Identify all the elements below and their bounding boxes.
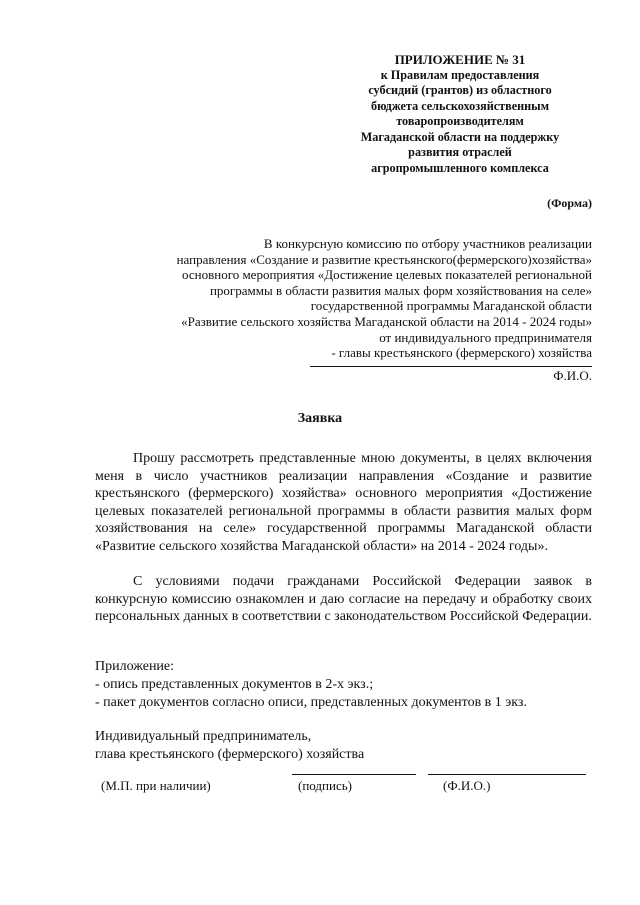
attachment-item: - пакет документов согласно описи, представленных документов в 1 экз. bbox=[95, 695, 527, 710]
signer-block bbox=[95, 728, 364, 764]
appendix-line: развития отраслей bbox=[408, 145, 512, 159]
appendix-header bbox=[330, 52, 590, 176]
fio-signature-line bbox=[428, 774, 586, 775]
appendix-line: к Правилам предоставления bbox=[380, 67, 540, 82]
attachments-block bbox=[95, 658, 527, 712]
signer-line-2: глава крестьянского (фермерского) хозяйства bbox=[95, 747, 365, 762]
fio-caption: (Ф.И.О.) bbox=[443, 778, 491, 793]
attachments-heading: Приложение: bbox=[95, 659, 175, 674]
attachment-item: - опись представленных документов в 2-х экз.; bbox=[95, 677, 374, 692]
appendix-line: Магаданской области на поддержку bbox=[360, 129, 560, 144]
appendix-line: товаропроизводителям bbox=[396, 114, 524, 128]
signature-caption: (подпись) bbox=[298, 778, 352, 793]
addressee-line: основного мероприятия «Достижение целевых показателей региональной bbox=[182, 267, 592, 283]
form-label: (Форма) bbox=[547, 196, 592, 210]
appendix-line: субсидий (грантов) из областного bbox=[368, 83, 552, 97]
addressee-line: «Развитие сельского хозяйства Магаданской области на 2014 - 2024 годы» bbox=[181, 313, 592, 329]
signature-line bbox=[292, 774, 416, 775]
appendix-title: ПРИЛОЖЕНИЕ № 31 bbox=[394, 52, 526, 67]
appendix-line: бюджета сельскохозяйственным bbox=[370, 98, 550, 113]
document-title: Заявка bbox=[297, 411, 343, 426]
addressee-line: программы в области развития малых форм хозяйствования на селе» bbox=[209, 282, 592, 298]
addressee-line: - главы крестьянского (фермерского) хозяйства bbox=[331, 345, 592, 361]
fio-label: Ф.И.О. bbox=[553, 368, 592, 383]
application-paragraph-1: Прошу рассмотреть представленные мною документы, в целях включения меня в число участников реализации направления «Создание и развитие крестьянского (фермерского) хозяйства» основного мероприятия «Достижение целевых показателей региональной программы в области развития малых форм хозяйствования на селе» государственной программы Магаданской области «Развитие сельского хозяйства Магаданской области» на 2014 - 2024 годы». bbox=[95, 451, 592, 554]
signer-line-1: Индивидуальный предприниматель, bbox=[95, 729, 312, 744]
addressee-line: государственной программы Магаданской области bbox=[310, 298, 592, 314]
appendix-line: агропромышленного комплекса bbox=[371, 160, 549, 175]
addressee-line: направления «Создание и развитие крестьянского(фермерского)хозяйства» bbox=[176, 251, 592, 267]
stamp-caption: (М.П. при наличии) bbox=[101, 778, 211, 793]
addressee-line: от индивидуального предпринимателя bbox=[379, 329, 592, 345]
application-paragraph-2: С условиями подачи гражданами Российской Федерации заявок в конкурсную комиссию ознакомлен и даю согласие на передачу и обработку своих персональных данных в соответствии с законодательством Российской Федерации. bbox=[95, 574, 592, 624]
addressee-block bbox=[160, 236, 592, 361]
addressee-line: В конкурсную комиссию по отбору участников реализации bbox=[263, 236, 592, 251]
fio-underline bbox=[310, 366, 592, 367]
